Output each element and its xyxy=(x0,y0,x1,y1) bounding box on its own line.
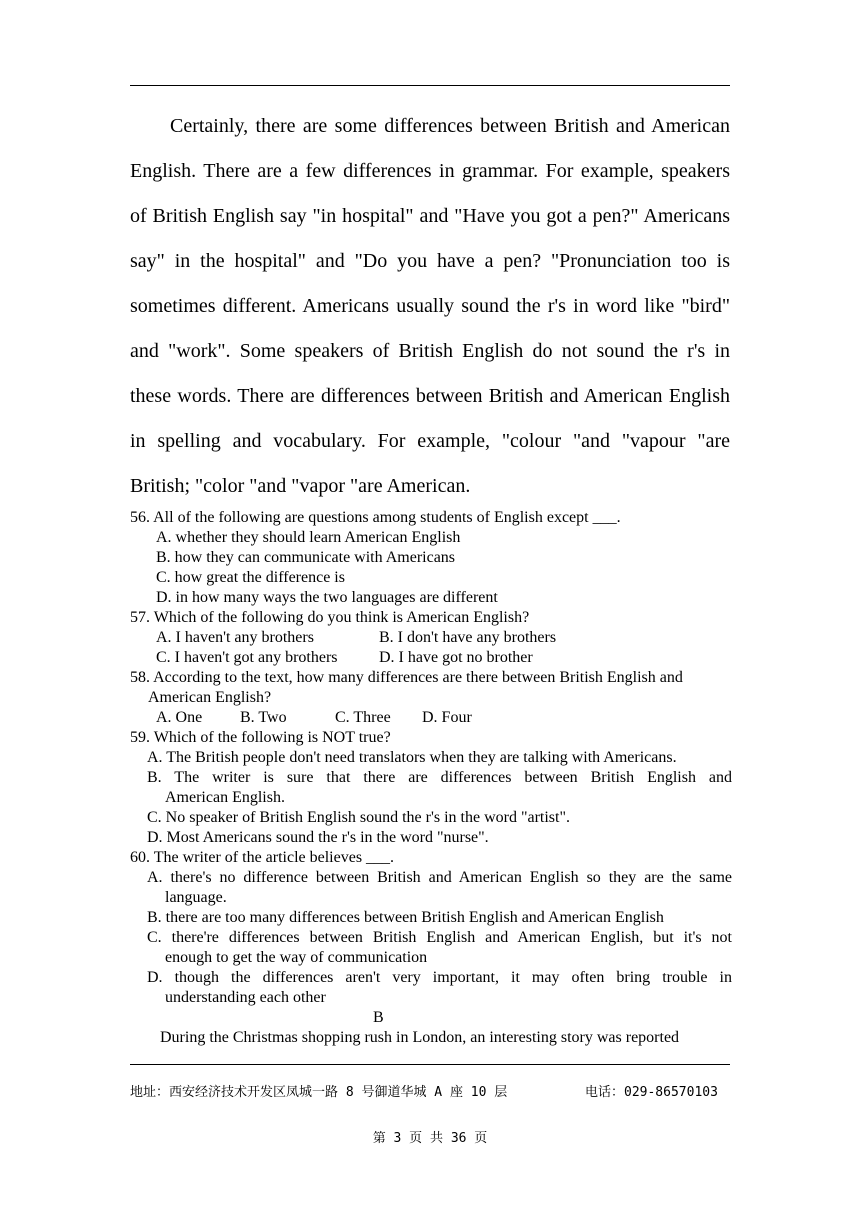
footer-address: 地址：西安经济技术开发区凤城一路 8 号御道华城 A 座 10 层 xyxy=(130,1085,508,1100)
passage-line: Certainly, there are some differences between British and American xyxy=(170,115,730,137)
passage-line: in spelling and vocabulary. For example, "colour "and "vapour "are xyxy=(130,430,730,452)
question-60-option-d: D. though the differences aren't very important, it may often bring trouble in xyxy=(147,969,732,986)
question-58-option-b: B. Two xyxy=(240,709,287,726)
passage-line: English. There are a few differences in grammar. For example, speakers xyxy=(130,160,730,182)
question-58-option-a: A. One xyxy=(156,709,203,726)
question-56-option-c: C. how great the difference is xyxy=(156,569,345,586)
footer-rule xyxy=(130,1064,730,1065)
question-60-option-c-cont: enough to get the way of communication xyxy=(165,949,428,966)
reading-passage xyxy=(130,104,730,509)
question-56-option-d: D. in how many ways the two languages are different xyxy=(156,589,498,606)
passage-line: these words. There are differences between British and American English xyxy=(130,385,730,407)
question-56-option-b: B. how they can communicate with Americans xyxy=(156,549,456,566)
question-59-option-b: B. The writer is sure that there are differences between British English and xyxy=(147,769,732,786)
question-57-row-1 xyxy=(130,628,732,648)
question-58-stem-cont: American English? xyxy=(148,689,272,706)
passage-line: British; "color "and "vapor "are American. xyxy=(130,475,471,497)
question-59-option-b-cont: American English. xyxy=(165,789,285,806)
question-59-option-c: C. No speaker of British English sound the r's in the word "artist". xyxy=(147,809,571,826)
question-57-stem: 57. Which of the following do you think is American English? xyxy=(130,609,530,626)
question-58-option-c: C. Three xyxy=(335,709,391,726)
passage-line: sometimes different. Americans usually sound the r's in word like "bird" xyxy=(130,295,730,317)
passage-line: say" in the hospital" and "Do you have a pen? "Pronunciation too is xyxy=(130,250,730,272)
question-57-option-d: D. I have got no brother xyxy=(379,649,533,666)
question-59-option-d: D. Most Americans sound the r's in the word "nurse". xyxy=(147,829,489,846)
question-60-option-d-cont: understanding each other xyxy=(165,989,326,1006)
question-57-row-2 xyxy=(130,648,732,668)
question-58-options xyxy=(130,708,732,728)
question-58-stem: 58. According to the text, how many differences are there between British English and xyxy=(130,669,683,686)
passage-line: of British English say "in hospital" and "Have you got a pen?" Americans xyxy=(130,205,730,227)
question-list xyxy=(130,508,732,1048)
header-rule xyxy=(130,85,730,86)
question-57-option-a: A. I haven't any brothers xyxy=(156,629,314,646)
section-b-heading: B xyxy=(373,1009,384,1026)
section-b-first-line: During the Christmas shopping rush in London, an interesting story was reported xyxy=(160,1029,680,1046)
question-58-option-d: D. Four xyxy=(422,709,472,726)
question-60-option-c: C. there're differences between British English and American English, but it's not xyxy=(147,929,732,946)
question-57-option-c: C. I haven't got any brothers xyxy=(156,649,338,666)
question-59-option-a: A. The British people don't need translators when they are talking with Americans. xyxy=(147,749,677,766)
question-57-option-b: B. I don't have any brothers xyxy=(379,629,557,646)
footer-phone: 电话：029-86570103 xyxy=(585,1085,718,1100)
question-56-option-a: A. whether they should learn American English xyxy=(156,529,461,546)
page-number: 第 3 页 共 36 页 xyxy=(372,1131,488,1146)
question-60-option-a: A. there's no difference between British and American English so they are the same xyxy=(147,869,732,886)
question-60-option-b: B. there are too many differences between British English and American English xyxy=(147,909,664,926)
question-59-stem: 59. Which of the following is NOT true? xyxy=(130,729,391,746)
passage-line: and "work". Some speakers of British English do not sound the r's in xyxy=(130,340,730,362)
question-60-option-a-cont: language. xyxy=(165,889,227,906)
question-60-stem: 60. The writer of the article believes ___. xyxy=(130,849,395,866)
question-56-stem: 56. All of the following are questions among students of English except ___. xyxy=(130,509,621,526)
